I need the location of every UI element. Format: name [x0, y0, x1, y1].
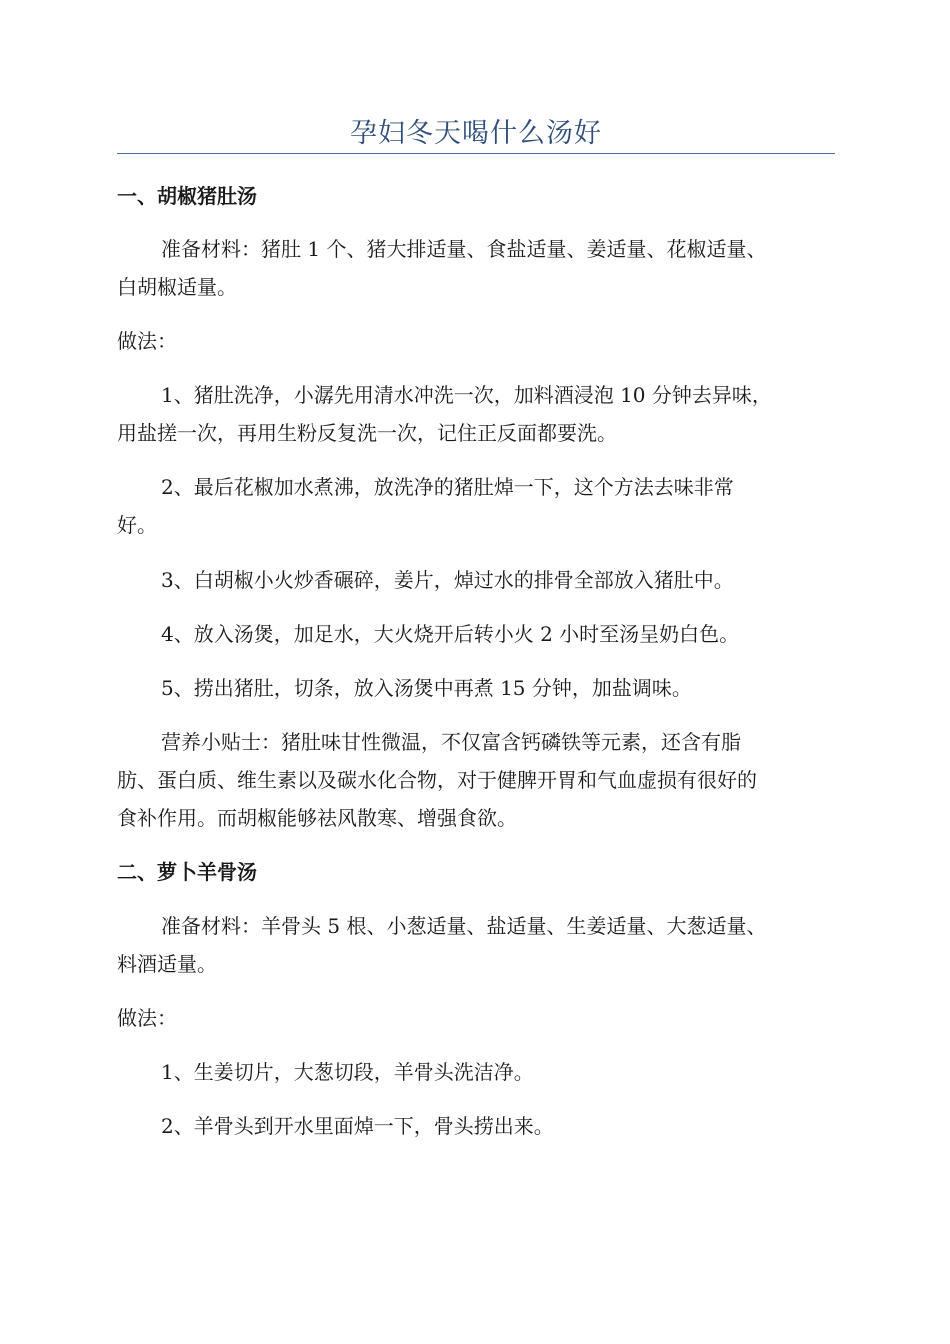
tip-line-3: 食补作用。而胡椒能够祛风散寒、增强食欲。: [117, 806, 517, 830]
section2-step-2-line: 2、羊骨头到开水里面焯一下，骨头捞出来。: [161, 1114, 554, 1138]
ingredients-paragraph-2: [117, 907, 835, 983]
step-5-paragraph: [117, 669, 835, 707]
step-2-line-1: 2、最后花椒加水煮沸，放洗净的猪肚焯一下，这个方法去味非常: [161, 475, 734, 499]
step-1-line-1: 1、猪肚洗净，小潺先用清水冲洗一次，加料酒浸泡 10 分钟去异味，: [161, 383, 772, 407]
step-1-paragraph: [117, 376, 835, 452]
step-4-line: 4、放入汤煲，加足水，大火烧开后转小火 2 小时至汤呈奶白色。: [161, 622, 740, 646]
ingredients-2-line-2: 料酒适量。: [117, 952, 217, 976]
method-label-2: [117, 999, 835, 1037]
tip-line-2: 肪、蛋白质、维生素以及碳水化合物，对于健脾开胃和气血虚损有很好的: [117, 768, 757, 792]
section-heading-1: 一、胡椒猪肚汤: [117, 184, 257, 208]
step-2-paragraph: [117, 468, 835, 544]
ingredients-paragraph-1: [117, 230, 835, 306]
page-title: 孕妇冬天喝什么汤好: [350, 118, 602, 149]
section-heading-2: 二、萝卜羊骨汤: [117, 860, 257, 884]
title-underline: [117, 153, 835, 154]
ingredients-line-2: 白胡椒适量。: [117, 275, 237, 299]
ingredients-2-line-1: 准备材料：羊骨头 5 根、小葱适量、盐适量、生姜适量、大葱适量、: [161, 914, 767, 938]
method-label: 做法：: [117, 329, 177, 353]
nutrition-tip-paragraph: [117, 723, 835, 837]
section2-step-2-paragraph: [117, 1107, 835, 1145]
method-label-1: [117, 322, 835, 360]
step-3-paragraph: [117, 561, 835, 599]
tip-line-1: 营养小贴士：猪肚味甘性微温，不仅富含钙磷铁等元素，还含有脂: [161, 730, 741, 754]
step-3-line: 3、白胡椒小火炒香碾碎，姜片，焯过水的排骨全部放入猪肚中。: [161, 568, 734, 592]
section2-step-1-paragraph: [117, 1053, 835, 1091]
step-5-line: 5、捞出猪肚，切条，放入汤煲中再煮 15 分钟，加盐调味。: [161, 676, 692, 700]
method-label: 做法：: [117, 1006, 177, 1030]
ingredients-line-1: 准备材料：猪肚 1 个、猪大排适量、食盐适量、姜适量、花椒适量、: [161, 237, 767, 261]
step-4-paragraph: [117, 615, 835, 653]
step-1-line-2: 用盐搓一次，再用生粉反复洗一次，记住正反面都要洗。: [117, 421, 617, 445]
step-2-line-2: 好。: [117, 513, 157, 537]
section2-step-1-line: 1、生姜切片，大葱切段，羊骨头洗洁净。: [161, 1060, 534, 1084]
